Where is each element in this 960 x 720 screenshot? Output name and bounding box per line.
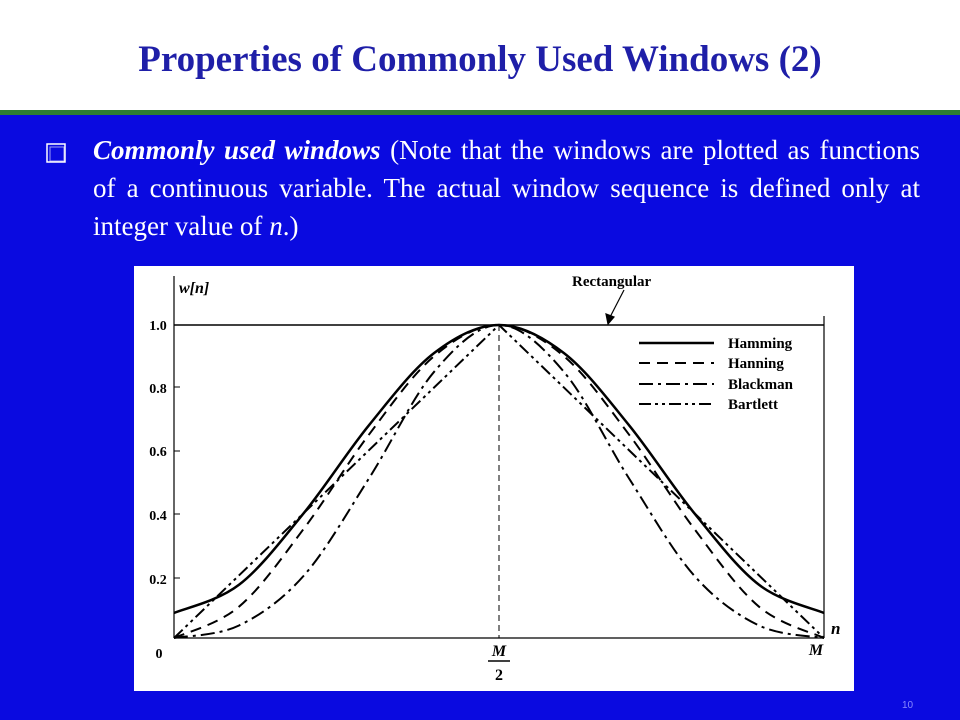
y-tick-label: 0.6 [149,445,167,460]
legend [639,336,794,413]
slide-header [0,0,960,112]
window-curves [174,325,824,638]
y-tick-label: 0.2 [149,573,167,588]
checkbox-bullet-icon [46,143,66,163]
bullet-tail: .) [282,211,299,241]
bullet-body: (Note that the windows are plotted as functions of a continuous variable. The actual window sequence is defined only at integer value of [93,135,920,241]
x-axis-label: n [831,619,841,638]
slide-title: Properties of Commonly Used Windows (2) [138,39,822,80]
legend-label-bartlett: Bartlett [728,397,778,413]
annotation-arrow [606,290,624,324]
bullet-variable-n: n [269,211,283,241]
y-tick-label: 0 [155,647,163,662]
series-line-bartlett [174,325,824,638]
series-line-blackman [174,325,824,638]
y-tick-label: 0.8 [149,382,167,397]
x-tick-end-label: M [808,642,824,659]
x-tick-mid-denominator: 2 [495,667,503,684]
window-functions-figure [134,266,854,691]
legend-label-blackman: Blackman [728,377,794,393]
legend-label-hamming: Hamming [728,336,793,352]
bullet-emphasis: Commonly used windows [93,135,381,165]
rectangular-annotation: Rectangular [572,274,652,290]
bullet-paragraph [93,131,920,245]
page-number: 10 [902,700,914,711]
y-tick-label: 1.0 [149,319,167,334]
series-line-hanning [174,325,824,638]
legend-label-hanning: Hanning [728,356,784,372]
y-tick-label: 0.4 [149,509,167,524]
y-axis-label: w[n] [179,280,210,297]
x-tick-mid-numerator: M [491,643,507,660]
y-tick-marks [174,325,180,578]
